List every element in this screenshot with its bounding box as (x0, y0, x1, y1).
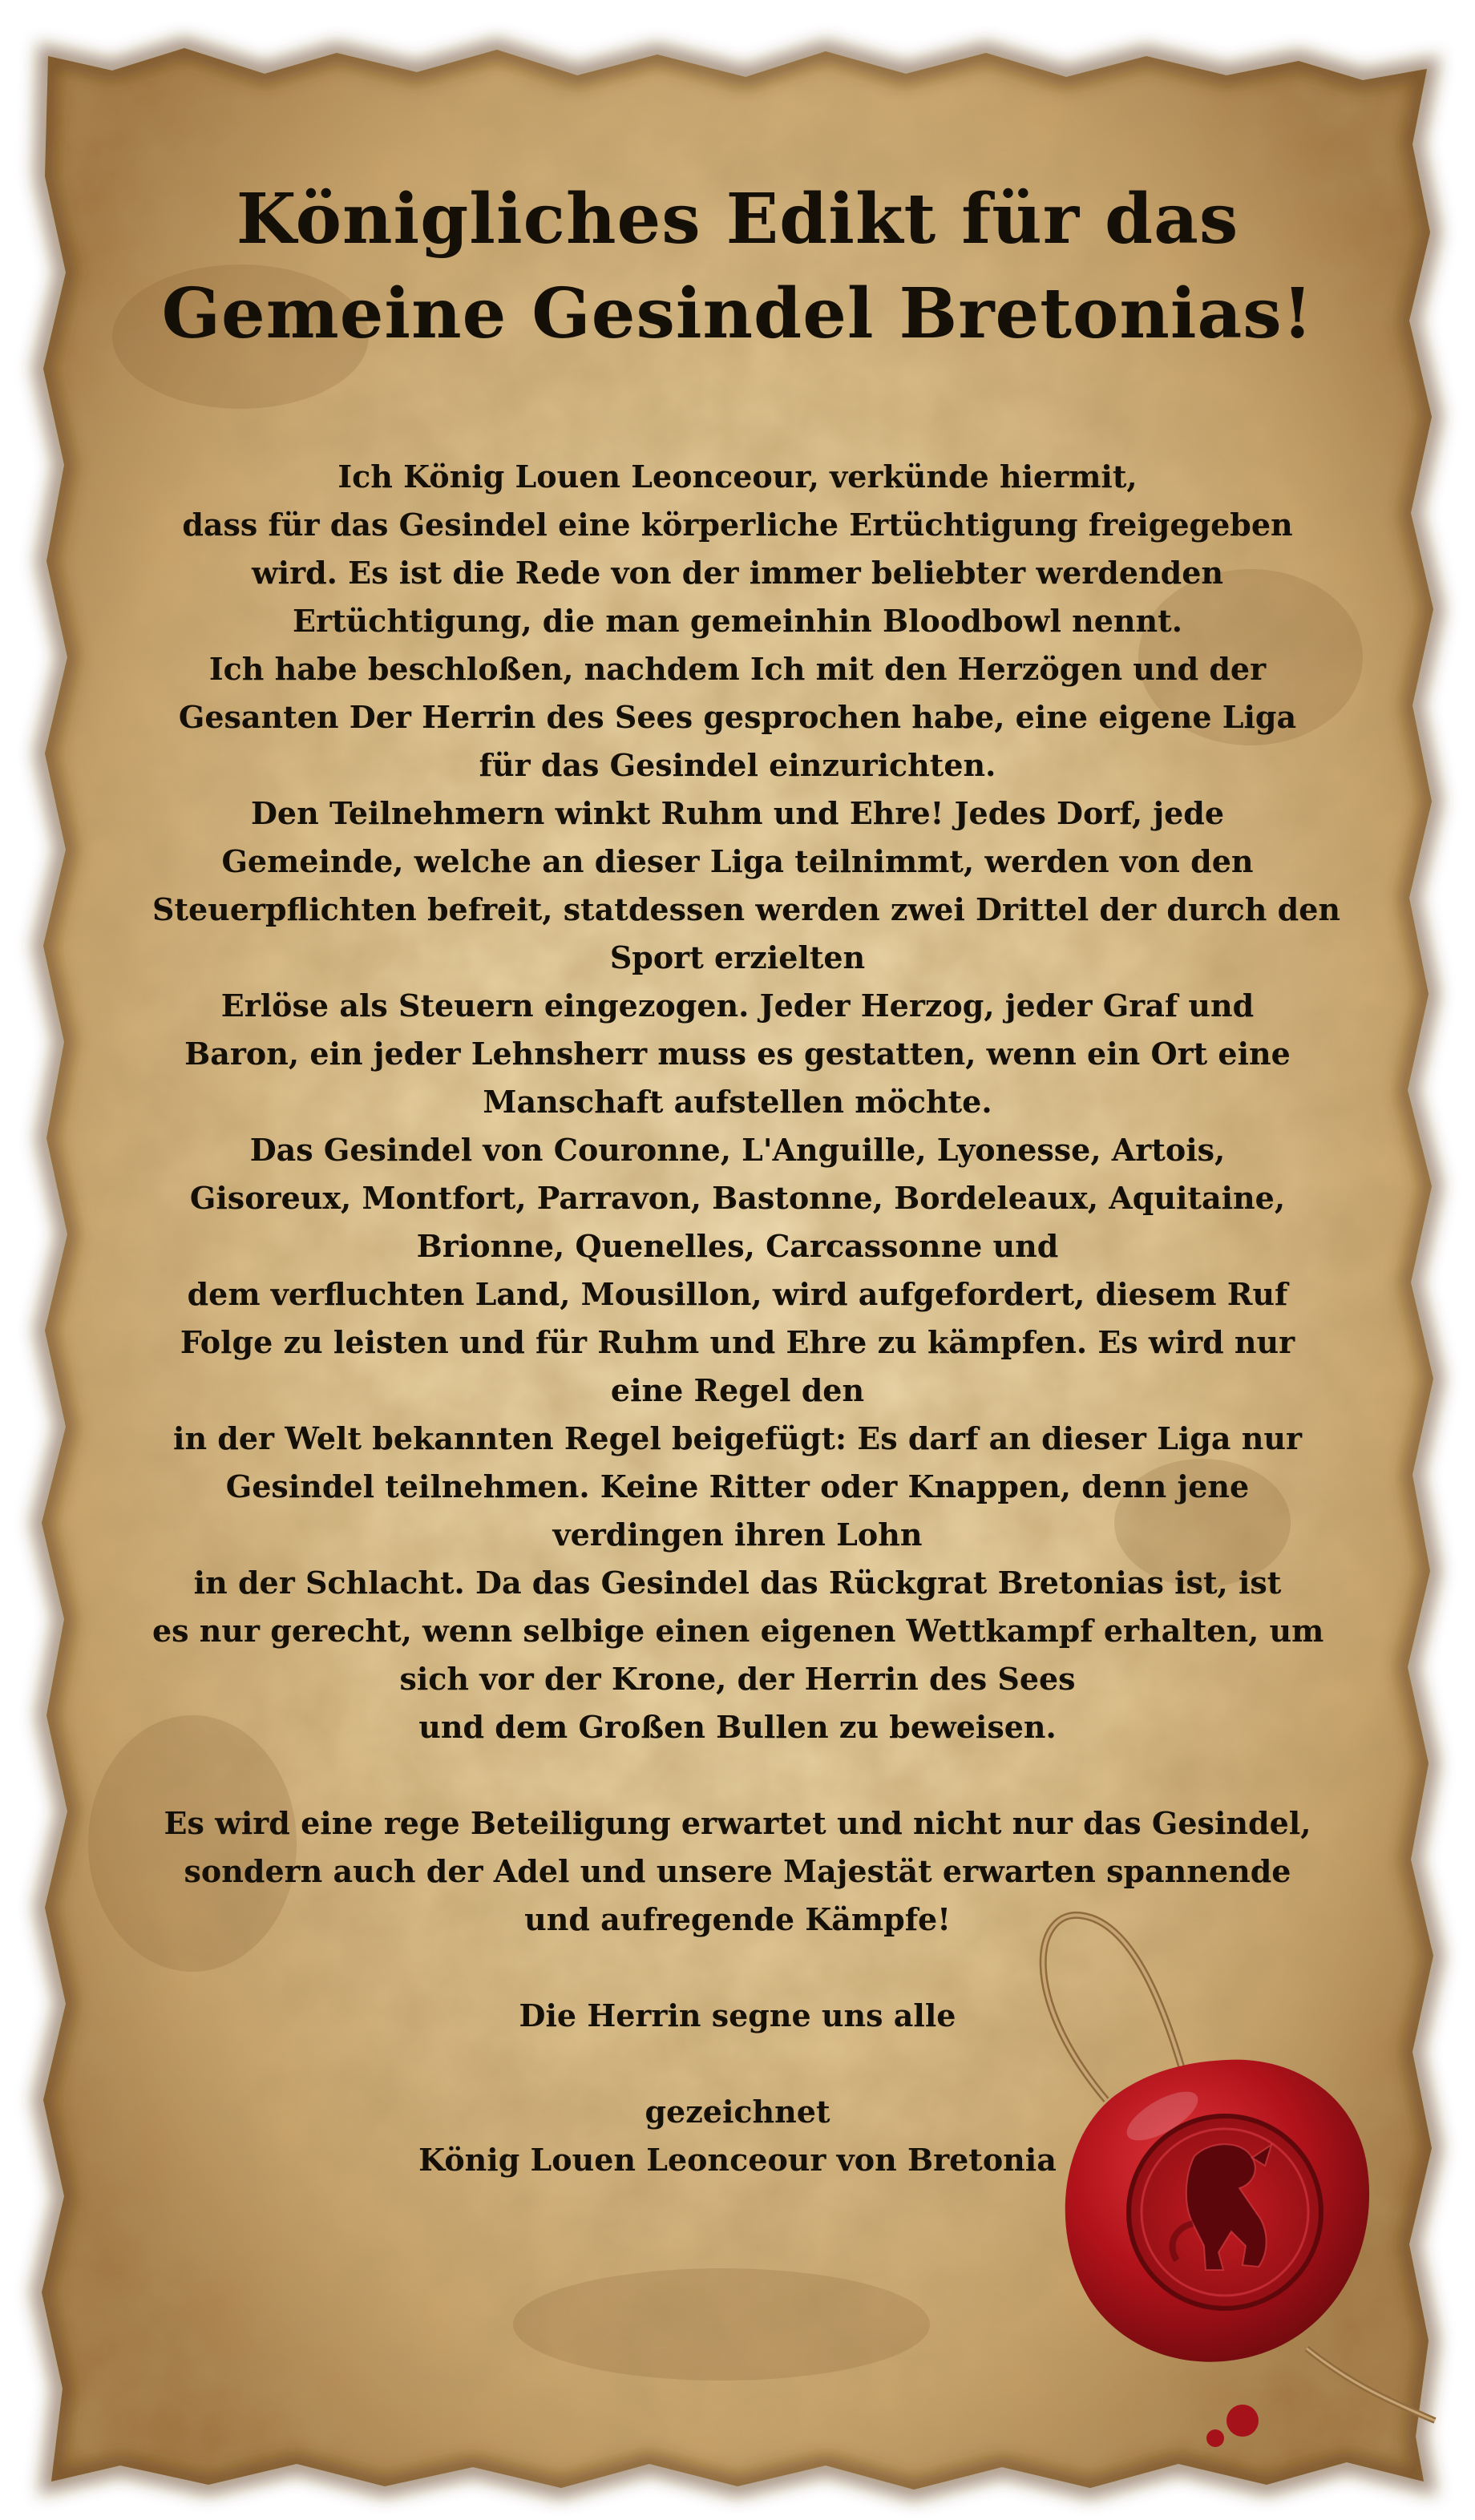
body-line: Erlöse als Steuern eingezogen. Jeder Herzog, jeder Graf und (220, 987, 1255, 1024)
paragraph-gap (152, 1751, 1323, 1799)
title-line: Gemeine Gesindel Bretonias! (161, 273, 1314, 354)
body-line: Gesindel teilnehmen. Keine Ritter oder Knappen, denn jene (225, 1468, 1250, 1504)
blessing-line: Die Herrin segne uns alle (519, 1997, 956, 2033)
body-line: Das Gesindel von Couronne, L'Anguille, Lyonesse, Artois, (249, 1132, 1226, 1168)
body-line: eine Regel den (610, 1372, 865, 1408)
body-line: Ertüchtigung, die man gemeinhin Bloodbowl nennt. (293, 603, 1182, 639)
body-line: und aufregende Kämpfe! (524, 1901, 951, 1937)
body-line: wird. Es ist die Rede von der immer beliebter werdenden (251, 555, 1224, 591)
body-line: Den Teilnehmern winkt Ruhm und Ehre! Jedes Dorf, jede (250, 795, 1225, 831)
edict-title (152, 172, 1323, 361)
body-line: dass für das Gesindel eine körperliche Ertüchtigung freigegeben (182, 507, 1293, 543)
body-line: dem verfluchten Land, Mousillon, wird aufgefordert, diesem Ruf (187, 1276, 1288, 1312)
body-line: es nur gerecht, wenn selbige einen eigenen Wettkampf erhalten, um (152, 1613, 1324, 1649)
body-line: Baron, ein jeder Lehnsherr muss es gestatten, wenn ein Ort eine (184, 1036, 1291, 1072)
body-line: Steuerpflichten befreit, statdessen werden zwei Drittel der durch den (152, 891, 1340, 927)
body-line: Es wird eine rege Beteiligung erwartet und nicht nur das Gesindel, (164, 1805, 1311, 1841)
signature-label: gezeichnet (645, 2094, 830, 2130)
body-line: Folge zu leisten und für Ruhm und Ehre zu kämpfen. Es wird nur (180, 1324, 1295, 1360)
wax-seal-icon (1002, 1900, 1451, 2461)
body-line: sich vor der Krone, der Herrin des Sees (399, 1661, 1076, 1697)
body-line: und dem Großen Bullen zu beweisen. (418, 1709, 1057, 1745)
edict-text (152, 172, 1340, 2184)
signature-name: König Louen Leonceour von Bretonia (418, 2142, 1057, 2178)
body-line: verdingen ihren Lohn (552, 1516, 923, 1553)
title-line: Königliches Edikt für das (236, 179, 1239, 260)
body-line: Ich König Louen Leonceour, verkünde hiermit, (337, 458, 1138, 495)
body-line: in der Schlacht. Da das Gesindel das Rückgrat Bretonias ist, ist (193, 1565, 1282, 1601)
body-line: in der Welt bekannten Regel beigefügt: Es darf an dieser Liga nur (173, 1420, 1302, 1456)
body-line: für das Gesindel einzurichten. (479, 747, 996, 783)
body-line: Manschaft aufstellen möchte. (483, 1084, 992, 1120)
body-line: Brionne, Quenelles, Carcassonne und (416, 1228, 1059, 1264)
body-line: Gemeinde, welche an dieser Liga teilnimmt, werden von den (221, 843, 1254, 879)
body-line: sondern auch der Adel und unsere Majestät erwarten spannende (184, 1853, 1291, 1889)
body-line: Ich habe beschloßen, nachdem Ich mit den Herzögen und der (208, 651, 1267, 687)
body-line: Sport erzielten (609, 939, 866, 975)
body-line: Gesanten Der Herrin des Sees gesprochen habe, eine eigene Liga (178, 699, 1297, 735)
body-line: Gisoreux, Montfort, Parravon, Bastonne, Bordeleaux, Aquitaine, (189, 1180, 1286, 1216)
